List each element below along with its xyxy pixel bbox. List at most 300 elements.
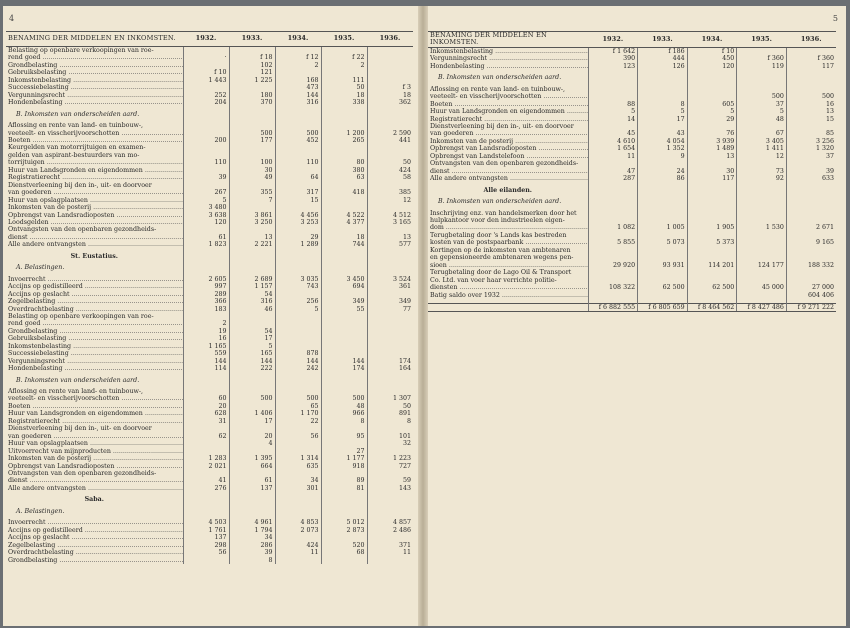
year-value: 15 [275, 197, 321, 204]
row-label-text: Opbrengst van Landsradioposten ..... [430, 145, 588, 152]
row-label-text: rend goed ..... [8, 54, 183, 61]
year-value: 4 610 [588, 138, 638, 145]
year-value [275, 253, 321, 260]
row-label-text: gelden van aspirant-bestuurders van mo- [8, 151, 140, 159]
table-row [428, 116, 836, 123]
row-label-text: Accijns op geslacht ..... [8, 291, 183, 298]
row-label-text: Huur van Landsgronden en eigendommen ..... [8, 167, 183, 174]
year-value: 3 405 [737, 138, 787, 145]
year-value: 635 [275, 463, 321, 470]
row-label-text: Huur van Landsgronden en eigendommen ..... [8, 410, 183, 417]
row-label [6, 306, 183, 313]
year-value: f 186 [638, 47, 688, 55]
year-value [786, 198, 836, 205]
year-value [275, 470, 321, 477]
row-label [428, 138, 588, 145]
year-value [367, 350, 413, 357]
year-value [588, 93, 638, 100]
table-row [6, 470, 413, 477]
year-value: 144 [321, 358, 367, 365]
row-label-text: Inkomstenbelasting ..... [430, 48, 588, 55]
row-label [6, 212, 183, 219]
year-value: 3 035 [275, 276, 321, 283]
book-gutter [418, 6, 428, 626]
year-value [321, 496, 367, 503]
year-value: 43 [638, 130, 688, 137]
year-value [275, 111, 321, 118]
year-value [737, 198, 787, 205]
year-value: 252 [183, 92, 229, 99]
year-value [786, 160, 836, 167]
year-value [367, 47, 413, 55]
header-year: 1932. [588, 32, 638, 48]
year-value: 559 [183, 350, 229, 357]
table-row [6, 306, 413, 313]
row-label-text: Successiebelasting ..... [8, 84, 183, 91]
year-value: 111 [321, 77, 367, 84]
year-value: 366 [183, 298, 229, 305]
year-value [638, 187, 688, 194]
year-value [321, 69, 367, 76]
row-label-text: Keurgelden van motorrijtuigen en examen- [8, 144, 146, 152]
table-row [6, 226, 413, 233]
year-value [275, 425, 321, 432]
row-label [6, 219, 183, 226]
year-value: 39 [786, 168, 836, 175]
year-value: 8 [229, 557, 275, 564]
row-label-text: B. Inkomsten van onderscheiden aard. [16, 110, 140, 118]
table-row [6, 477, 413, 484]
table-row [6, 77, 413, 84]
year-value [367, 253, 413, 260]
table-row [428, 55, 836, 62]
year-value: 473 [275, 84, 321, 91]
year-value: 1 530 [737, 224, 787, 231]
row-label [428, 160, 588, 167]
year-value: 5 [229, 343, 275, 350]
year-value: 48 [321, 403, 367, 410]
table-row [6, 54, 413, 61]
year-value: 50 [321, 84, 367, 91]
year-value [588, 198, 638, 205]
year-value: 174 [321, 365, 367, 372]
year-value [275, 377, 321, 384]
year-value [737, 277, 787, 284]
row-label-text: Opbrengst van Landstelefoon ..... [430, 153, 588, 160]
year-value: 298 [183, 542, 229, 549]
year-value: 362 [367, 99, 413, 106]
year-value [229, 448, 275, 455]
year-value: 9 165 [786, 239, 836, 246]
year-value: 80 [321, 159, 367, 166]
year-value [183, 508, 229, 515]
year-value: 29 [275, 234, 321, 241]
year-value: 73 [737, 168, 787, 175]
row-label-text: Inkomsten van de posterij ..... [8, 204, 183, 211]
row-label [428, 86, 588, 93]
year-value: 11 [275, 549, 321, 556]
year-value [638, 160, 688, 167]
year-value: 144 [275, 92, 321, 99]
row-label [6, 77, 183, 84]
year-value [638, 217, 688, 224]
year-value: 743 [275, 283, 321, 290]
year-value: 2 873 [321, 527, 367, 534]
year-value: 2 605 [183, 276, 229, 283]
row-label [428, 93, 588, 100]
year-value [229, 320, 275, 327]
year-value: 349 [367, 298, 413, 305]
row-label-text: Gebruiksbelasting ..... [8, 335, 183, 342]
table-row [428, 210, 836, 217]
row-label-text: Huur van Landsgronden en eigendommen ..... [430, 108, 588, 115]
year-value: 1 225 [229, 77, 275, 84]
year-value: f 9 271 222 [786, 303, 836, 311]
row-label [428, 153, 588, 160]
year-value: 49 [229, 174, 275, 181]
year-value: 56 [275, 433, 321, 440]
row-label-text: Aflossing en rente van land- en tuinbouw-, [8, 388, 144, 396]
year-value [321, 534, 367, 541]
row-label-text: Kortingen op de inkomsten van ambtenaren [430, 246, 571, 254]
year-value [367, 54, 413, 61]
row-label [6, 241, 183, 248]
year-value: 4 377 [321, 219, 367, 226]
row-label [428, 198, 588, 205]
table-row [428, 160, 836, 167]
year-value: 45 000 [737, 284, 787, 291]
year-value [367, 343, 413, 350]
year-value: 4 961 [229, 519, 275, 526]
table-row [6, 283, 413, 290]
year-value [275, 204, 321, 211]
table-row [428, 232, 836, 239]
year-value: 177 [229, 137, 275, 144]
year-value: 88 [588, 101, 638, 108]
row-label-text: hulpkantoor voor den industrieelen eigen- [430, 216, 565, 224]
table-row [6, 343, 413, 350]
year-value [687, 292, 737, 299]
year-value: 5 373 [687, 239, 737, 246]
table-row [6, 47, 413, 55]
year-value: 126 [638, 63, 688, 70]
row-label-text: veeteelt- en visscherijvoorschotten ..... [8, 130, 183, 137]
year-value: 2 [183, 320, 229, 327]
year-value: 20 [183, 403, 229, 410]
year-value: 174 [367, 358, 413, 365]
row-label-text: torrijtuigen ..... [8, 159, 183, 166]
year-value: 39 [229, 549, 275, 556]
year-value: 54 [229, 328, 275, 335]
year-value [588, 247, 638, 254]
year-value [737, 187, 787, 194]
year-value [183, 470, 229, 477]
year-value: 17 [229, 335, 275, 342]
year-value: 1 395 [229, 455, 275, 462]
table-row [428, 123, 836, 130]
year-value: 2 486 [367, 527, 413, 534]
row-label [6, 189, 183, 196]
page-number: 5 [832, 14, 838, 23]
year-value: 29 [687, 116, 737, 123]
year-value [275, 320, 321, 327]
row-label [6, 455, 183, 462]
year-value [737, 269, 787, 276]
year-value: 164 [367, 365, 413, 372]
year-value: 577 [367, 241, 413, 248]
year-value: 664 [229, 463, 275, 470]
table-row [6, 152, 413, 159]
table-body [6, 47, 413, 565]
table-row [428, 224, 836, 231]
year-value: 1 443 [183, 77, 229, 84]
year-value [367, 204, 413, 211]
row-label [6, 283, 183, 290]
row-label [6, 62, 183, 69]
year-value [786, 217, 836, 224]
year-value: 180 [229, 92, 275, 99]
year-value: 5 855 [588, 239, 638, 246]
year-value [737, 47, 787, 55]
year-value [687, 198, 737, 205]
year-value [638, 74, 688, 81]
year-value: 5 [687, 108, 737, 115]
row-label-text: veeteelt- en visscherijvoorschotten ..... [430, 93, 588, 100]
row-label [6, 542, 183, 549]
year-value [687, 269, 737, 276]
header-year: 1933. [638, 32, 688, 48]
row-label [428, 108, 588, 115]
year-value: 966 [321, 410, 367, 417]
row-label-text: Inkomsten van de posterij ..... [430, 138, 588, 145]
left-page [3, 0, 417, 620]
year-value [229, 253, 275, 260]
row-label-text: Alle andere ontvangsten ..... [8, 485, 183, 492]
year-value [183, 425, 229, 432]
row-label [428, 277, 588, 284]
row-label-text: Grondbelasting ..... [8, 557, 183, 564]
year-value: 2 073 [275, 527, 321, 534]
row-label-text: Terugbetaling door de Lago Oil & Transport [430, 269, 572, 277]
year-value [275, 335, 321, 342]
row-label [428, 262, 588, 269]
year-value: 58 [367, 174, 413, 181]
year-value [183, 313, 229, 320]
year-value: 15 [786, 116, 836, 123]
year-value: 604 406 [786, 292, 836, 299]
year-value [687, 74, 737, 81]
year-value: 5 [638, 108, 688, 115]
year-value: 101 [367, 433, 413, 440]
year-value [638, 123, 688, 130]
row-label-text: Terugbetaling door 's Lands kas bestreden [430, 231, 567, 239]
year-value [229, 152, 275, 159]
row-label-text: B. Inkomsten van onderscheiden aard. [438, 74, 562, 82]
year-value [638, 198, 688, 205]
row-label-text: Invoerrecht ..... [8, 276, 183, 283]
row-label [428, 101, 588, 108]
table-row [428, 63, 836, 70]
year-value: 34 [275, 477, 321, 484]
year-value: 265 [321, 137, 367, 144]
year-value: f 360 [786, 55, 836, 62]
year-value [687, 160, 737, 167]
year-value: 1 283 [183, 455, 229, 462]
year-value: 3 253 [275, 219, 321, 226]
year-value: 81 [321, 485, 367, 492]
year-value: 32 [367, 440, 413, 447]
year-value: 4 512 [367, 212, 413, 219]
table-row [6, 197, 413, 204]
year-value: 1 320 [786, 145, 836, 152]
year-value: 370 [229, 99, 275, 106]
year-value: 500 [229, 395, 275, 402]
year-value: 183 [183, 306, 229, 313]
year-value: 1 170 [275, 410, 321, 417]
row-label-text: Accijns op gedistilleerd ..... [8, 283, 183, 290]
year-value: 3 638 [183, 212, 229, 219]
island-title-row [6, 253, 413, 260]
year-value: 18 [367, 92, 413, 99]
table-row [6, 182, 413, 189]
year-value: 137 [229, 485, 275, 492]
row-label [6, 276, 183, 283]
year-value: 13 [367, 234, 413, 241]
row-label [6, 204, 183, 211]
year-value: 8 [367, 418, 413, 425]
year-value [275, 328, 321, 335]
header-year: 1932. [183, 32, 229, 47]
table-row [6, 241, 413, 248]
year-value [737, 123, 787, 130]
table-row [6, 519, 413, 526]
table-row [428, 93, 836, 100]
year-value [275, 69, 321, 76]
year-value [321, 425, 367, 432]
year-value: 1 823 [183, 241, 229, 248]
year-value: 22 [275, 418, 321, 425]
row-label [6, 313, 183, 320]
year-value [367, 496, 413, 503]
year-value [367, 448, 413, 455]
year-value: f 360 [737, 55, 787, 62]
year-value [687, 232, 737, 239]
row-label-text: Huur van opslagplaatsen ..... [8, 440, 183, 447]
year-value: 633 [786, 175, 836, 182]
year-value: 727 [367, 463, 413, 470]
table-row [6, 395, 413, 402]
right-page [428, 0, 846, 620]
row-label [6, 174, 183, 181]
year-value: 5 012 [321, 519, 367, 526]
year-value: 2 590 [367, 130, 413, 137]
row-label-text: B. Inkomsten van onderscheiden aard. [438, 198, 562, 206]
page-number: 4 [9, 14, 15, 23]
island-title-row [6, 496, 413, 503]
year-value [275, 144, 321, 151]
year-value [229, 470, 275, 477]
year-value: 62 500 [687, 284, 737, 291]
row-label-text: Inkomstenbelasting ..... [8, 343, 183, 350]
header-year: 1936. [367, 32, 413, 47]
row-label [428, 116, 588, 123]
row-label-text: A. Belastingen. [16, 507, 65, 515]
table-row [6, 320, 413, 327]
year-value: 5 [588, 108, 638, 115]
year-value [638, 292, 688, 299]
year-value: 1 352 [638, 145, 688, 152]
year-value [229, 47, 275, 55]
year-value: 120 [687, 63, 737, 70]
year-value [229, 377, 275, 384]
year-value [737, 210, 787, 217]
year-value: 37 [786, 153, 836, 160]
year-value [229, 122, 275, 129]
header-description: BENAMING DER MIDDELEN EN INKOMSTEN. [6, 32, 183, 47]
table-row [6, 298, 413, 305]
row-label [6, 395, 183, 402]
table-row [428, 254, 836, 261]
row-label-text: Grondbelasting ..... [8, 328, 183, 335]
table-body [428, 47, 836, 312]
year-value: f 6 805 659 [638, 303, 688, 311]
row-label-text: Registratierecht ..... [8, 174, 183, 181]
year-value [786, 247, 836, 254]
year-value: 450 [687, 55, 737, 62]
year-value: 3 450 [321, 276, 367, 283]
year-value [321, 320, 367, 327]
year-value [737, 86, 787, 93]
row-label-text: Vergunningsrecht ..... [430, 55, 588, 62]
table-row [6, 234, 413, 241]
year-value: 418 [321, 189, 367, 196]
year-value [786, 187, 836, 194]
year-value: f 18 [229, 54, 275, 61]
section-heading-row [6, 111, 413, 118]
year-value: 286 [229, 542, 275, 549]
year-value: 1 177 [321, 455, 367, 462]
row-label [6, 152, 183, 159]
row-label [6, 496, 183, 503]
table-row [6, 455, 413, 462]
year-value [183, 253, 229, 260]
year-value: 41 [183, 477, 229, 484]
row-label [428, 247, 588, 254]
year-value [229, 508, 275, 515]
year-value: f 3 [367, 84, 413, 91]
year-value [321, 197, 367, 204]
row-label [6, 122, 183, 129]
year-value [183, 448, 229, 455]
row-label [6, 549, 183, 556]
year-value: 20 [229, 433, 275, 440]
year-value [786, 47, 836, 55]
header-year: 1934. [275, 32, 321, 47]
total-row [428, 303, 836, 311]
year-value [687, 277, 737, 284]
year-value: 424 [367, 167, 413, 174]
year-value: 1 794 [229, 527, 275, 534]
table-row [428, 247, 836, 254]
year-value [687, 254, 737, 261]
row-label-text: van goederen ..... [8, 189, 183, 196]
year-value [229, 425, 275, 432]
year-value: 144 [275, 358, 321, 365]
row-label [6, 557, 183, 564]
row-label [6, 425, 183, 432]
row-label [6, 477, 183, 484]
revenue-table [428, 31, 836, 312]
